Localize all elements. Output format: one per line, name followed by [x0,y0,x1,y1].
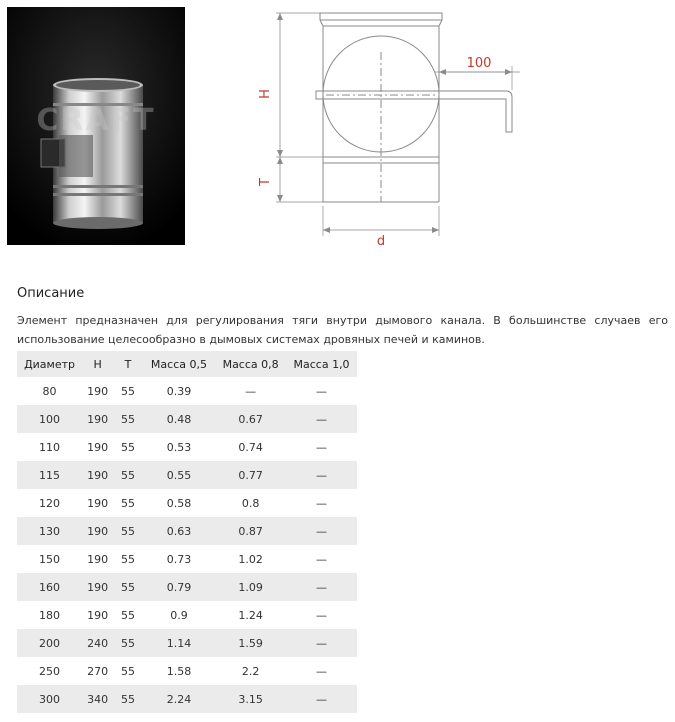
cell-t: 55 [113,629,143,657]
cell-t: 55 [120,552,135,566]
table-row [17,545,357,573]
table-row [17,461,357,489]
cell-mass-05: 0.55 [143,461,215,489]
cell-h: 190 [87,384,109,398]
cell-diameter: 180 [39,608,61,622]
cell-mass-10: — [286,461,357,489]
cell-diameter: 110 [39,440,61,454]
cell-h: 190 [82,405,113,433]
cell-diameter: 250 [39,664,61,678]
cell-mass-10: — [286,629,357,657]
cell-mass-08: 0.77 [215,461,286,489]
cell-mass-10: — [286,573,357,601]
cell-diameter: 150 [39,552,61,566]
cell-diameter: 120 [39,496,61,510]
cell-t: 55 [120,384,135,398]
brand-logo: CRAFT [36,103,156,138]
cell-diameter: 115 [17,461,82,489]
cell-mass-08: 1.59 [215,629,286,657]
dimension-label-d: d [376,234,386,249]
dimension-label-h: H [258,89,273,99]
cell-h: 340 [82,685,113,713]
cell-mass-05: 1.58 [166,664,192,678]
cell-mass-10: — [316,384,328,398]
header-t: T [113,351,143,377]
table-row [17,601,357,629]
cell-diameter: 160 [17,573,82,601]
cell-mass-10: — [286,517,357,545]
cell-mass-05: 0.79 [143,573,215,601]
cell-h: 190 [82,573,113,601]
cell-mass-08: 0.74 [238,440,263,454]
cell-mass-10: — [286,405,357,433]
cell-mass-10: — [286,685,357,713]
table-row [17,573,357,601]
table-row [17,657,357,685]
cell-mass-08: 2.2 [241,664,260,678]
cell-t: 55 [120,440,135,454]
cell-h: 190 [87,440,109,454]
cell-h: 240 [82,629,113,657]
cell-diameter: 200 [17,629,82,657]
cell-mass-08: 1.02 [238,552,263,566]
cell-mass-08: — [245,384,257,398]
cell-t: 55 [120,496,135,510]
header-mass-10: Масса 1,0 [286,351,357,377]
cell-h: 190 [82,517,113,545]
table-row [17,377,357,405]
cell-h: 190 [82,461,113,489]
technical-drawing [250,0,530,252]
cell-mass-05: 0.73 [166,552,192,566]
cell-t: 55 [113,573,143,601]
cell-mass-10: — [316,552,328,566]
cell-mass-10: — [316,664,328,678]
cell-h: 190 [87,552,109,566]
cell-mass-05: 0.63 [143,517,215,545]
cell-mass-08: 0.87 [215,517,286,545]
cell-mass-05: 1.14 [143,629,215,657]
cell-mass-05: 0.9 [170,608,188,622]
cell-h: 270 [87,664,109,678]
cell-mass-10: — [316,496,328,510]
cell-mass-08: 1.24 [238,608,263,622]
cell-mass-08: 3.15 [215,685,286,713]
cell-mass-05: 0.58 [166,496,192,510]
table-row [17,489,357,517]
cell-diameter: 130 [17,517,82,545]
header-mass-05: Масса 0,5 [143,351,215,377]
cell-mass-05: 0.39 [166,384,192,398]
cell-t: 55 [113,685,143,713]
cell-mass-10: — [316,440,328,454]
dimension-label-handle: 100 [466,56,492,71]
table-row [17,685,357,713]
product-photo [7,7,185,245]
table-row [17,405,357,433]
cell-t: 55 [113,461,143,489]
cell-mass-08: 1.09 [215,573,286,601]
cell-diameter: 80 [42,384,57,398]
cell-t: 55 [113,405,143,433]
cell-mass-08: 0.8 [241,496,260,510]
cell-mass-10: — [316,608,328,622]
table-row [17,629,357,657]
table-row [17,433,357,461]
cell-h: 190 [87,608,109,622]
header-h: H [82,351,113,377]
table-row [17,517,357,545]
cell-mass-05: 2.24 [143,685,215,713]
header-mass-08: Масса 0,8 [215,351,286,377]
cell-mass-08: 0.67 [215,405,286,433]
dimension-label-t: T [258,178,273,186]
cell-diameter: 100 [17,405,82,433]
cell-mass-05: 0.48 [143,405,215,433]
header-diameter: Диаметр [17,351,82,377]
cell-h: 190 [87,496,109,510]
section-title-description: Описание [17,286,85,301]
table-header-row [17,351,357,377]
description-text: Элемент предназначен для регулирования тяги внутри дымового канала. В большинстве случаев его использование целесообразно в дымовых системах дровяных печей и каминов. [17,314,668,346]
cell-t: 55 [120,608,135,622]
cell-diameter: 300 [17,685,82,713]
cell-t: 55 [113,517,143,545]
cell-mass-05: 0.53 [166,440,192,454]
cell-t: 55 [120,664,135,678]
specs-table [17,351,357,713]
